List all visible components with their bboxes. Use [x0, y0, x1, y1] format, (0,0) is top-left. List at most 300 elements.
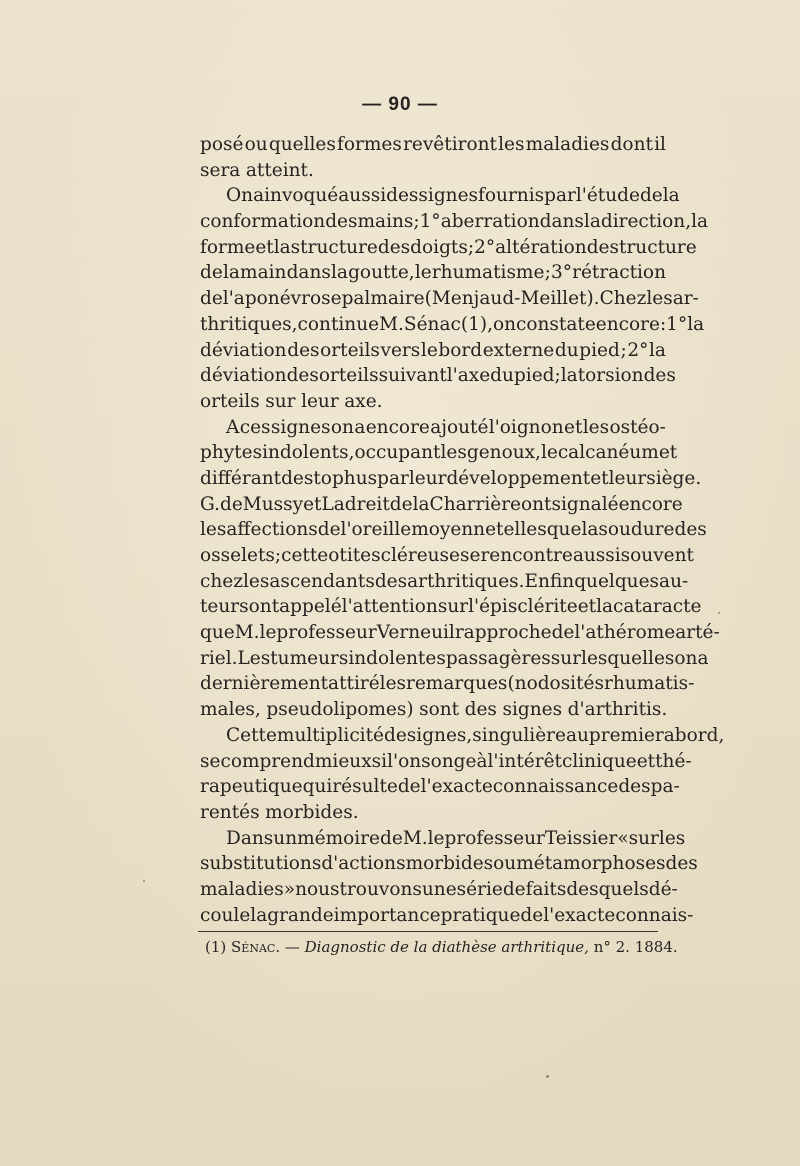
word: des [464, 699, 497, 721]
word: si [371, 750, 388, 772]
word: mieux [314, 750, 372, 772]
word: d'actions [321, 853, 406, 875]
text-line [200, 338, 666, 364]
word: la [662, 185, 680, 207]
word: on [674, 647, 698, 669]
text-line [200, 312, 705, 338]
word: affections [226, 519, 318, 541]
word: desquels [566, 878, 649, 900]
word: passagères [445, 647, 551, 669]
word: série [456, 878, 503, 900]
word: de [520, 904, 544, 926]
word: osselets [200, 545, 275, 566]
word: professeur [444, 827, 545, 849]
word: indolentes [348, 647, 446, 669]
word: et [577, 596, 597, 618]
word: signes [270, 416, 331, 438]
word: de [383, 724, 407, 746]
word: par [544, 185, 576, 207]
word: l'oignon [488, 416, 564, 438]
word: vers [380, 339, 421, 361]
word: importance [333, 904, 441, 926]
word: à [476, 750, 488, 772]
word: dé- [648, 878, 678, 900]
word: leur [408, 467, 447, 489]
word: posé [200, 134, 244, 155]
word: palmaire [341, 288, 425, 310]
word: suivant [378, 365, 447, 387]
word: des [674, 519, 707, 541]
word: au- [659, 570, 689, 592]
word: grande [267, 904, 334, 926]
word: signes [502, 699, 563, 721]
word: a [354, 416, 366, 438]
word: thé- [655, 750, 692, 772]
word: ou [244, 134, 268, 155]
word: sera [200, 159, 241, 181]
word: une [421, 878, 457, 900]
text-line [200, 415, 666, 441]
word: main [240, 262, 287, 284]
word: singulière [472, 724, 566, 746]
word: de [317, 519, 341, 541]
word: a [697, 647, 709, 669]
word: conformation [200, 211, 326, 233]
word: constate [516, 313, 596, 335]
footnote-dash: — [284, 938, 300, 956]
word: au [565, 724, 589, 746]
word: torsion [577, 365, 644, 387]
word: les [200, 519, 227, 541]
word: orteils [200, 390, 260, 412]
footnote-rule [198, 931, 658, 932]
word: ; [467, 236, 475, 258]
word: tumeurs [270, 647, 349, 669]
word: pied [513, 365, 555, 387]
word: et [255, 236, 274, 258]
word: cataracte [613, 596, 702, 618]
text-line [200, 440, 678, 466]
text-line [200, 620, 720, 646]
word: de [200, 288, 223, 310]
word: dans [286, 262, 331, 284]
word: pratique [440, 904, 521, 926]
word: l'exacte [420, 776, 493, 798]
word: mémoire [297, 827, 381, 849]
word: rhumatisme [431, 262, 545, 284]
word: des [287, 339, 320, 361]
text-line [200, 671, 695, 697]
word: la [596, 596, 614, 618]
word: trouvons [339, 878, 422, 900]
word: ; [620, 339, 627, 361]
word: Cette [226, 724, 277, 746]
word: de [200, 262, 223, 284]
word: a [253, 185, 265, 207]
text-line [200, 826, 686, 852]
word: structure [609, 236, 697, 258]
text-line [200, 492, 683, 518]
word: quelles [268, 134, 336, 155]
word: occupant [354, 442, 441, 464]
text-line [200, 209, 709, 235]
word: l'attention [341, 596, 438, 618]
word: des [281, 467, 314, 489]
word: que [546, 519, 582, 541]
word: multiplicité [276, 724, 384, 746]
text-line [200, 903, 694, 929]
word: riel. [200, 647, 238, 669]
word: 2° [627, 339, 649, 361]
text-line [200, 466, 702, 492]
word: Les [237, 647, 271, 669]
word: revêtiront [403, 134, 497, 155]
word: les [242, 570, 270, 592]
word: professeur [276, 622, 377, 644]
word: le [420, 339, 438, 361]
word: teurs [200, 596, 249, 618]
text-line [200, 517, 707, 543]
word: substitutions [200, 853, 322, 875]
word: orteils [320, 339, 380, 361]
word: et [658, 442, 678, 464]
word: des [325, 211, 358, 233]
word: des [643, 365, 676, 387]
word: de [397, 776, 421, 798]
paper-speck [718, 612, 720, 614]
text-line [200, 286, 699, 312]
word: Mussy [242, 493, 304, 515]
word: goutte, [348, 262, 415, 284]
text-line [200, 594, 702, 620]
word: sur [265, 390, 296, 412]
text-line [200, 800, 666, 826]
word: fournis [478, 185, 545, 207]
word: doigts [410, 236, 468, 258]
word: morbides. [265, 801, 359, 823]
word: par [377, 467, 409, 489]
word: formes [337, 134, 402, 155]
word: la [581, 519, 599, 541]
word: : [659, 313, 667, 335]
word: la [560, 365, 578, 387]
word: morbides [405, 853, 494, 875]
word: structure [290, 236, 378, 258]
word: et [636, 750, 656, 772]
word: direction, [600, 211, 692, 233]
word: soudure [598, 519, 675, 541]
word: le [259, 622, 277, 644]
word: Sénac [403, 313, 461, 335]
word: de [551, 622, 575, 644]
word: de [502, 878, 526, 900]
text-line [200, 697, 666, 723]
footnote-reference: n° 2. 1884. [593, 938, 678, 956]
text-line [200, 569, 689, 595]
word: la [649, 339, 666, 361]
word: dans [539, 211, 584, 233]
text-line [200, 132, 666, 158]
word: Chez [599, 288, 647, 310]
page-number: — 90 — [362, 94, 438, 115]
word: invoqué [264, 185, 339, 207]
word: 2° [474, 236, 496, 258]
word: encore [618, 493, 683, 515]
word: sur [437, 596, 469, 618]
word: des [374, 570, 408, 592]
word: rhumatis- [603, 673, 695, 695]
word: la [331, 262, 348, 284]
word: Enfin [524, 570, 575, 592]
word: et [564, 416, 583, 438]
word: genoux, [466, 442, 541, 464]
word: connais- [615, 904, 694, 926]
word: développement [446, 467, 591, 489]
word: signes, [406, 724, 473, 746]
word: de [220, 493, 243, 515]
word: ont [248, 596, 280, 618]
word: telles [496, 519, 547, 541]
word: Charrière [429, 493, 521, 515]
word: de [380, 827, 403, 849]
word: 1° [419, 211, 441, 233]
word: pseudolipomes) [266, 699, 414, 721]
word: la [687, 313, 705, 335]
word: A [226, 416, 240, 438]
word: la [691, 211, 709, 233]
word: de [389, 493, 413, 515]
word: Teissier [544, 827, 618, 849]
word: il [654, 134, 666, 155]
word: thritiques, [200, 313, 298, 335]
footnote-title: Diagnostic de la diathèse arthritique, [304, 938, 589, 956]
word: calcanéum [557, 442, 659, 464]
text-line [200, 543, 694, 569]
word: continue [297, 313, 380, 335]
word: ; [544, 262, 551, 284]
word: connaissance [492, 776, 619, 798]
word: et [303, 493, 322, 515]
word: déviation [200, 339, 287, 361]
word: souvent [620, 545, 694, 566]
word: M. [402, 827, 428, 849]
word: qui [302, 776, 333, 798]
word: On [226, 185, 254, 207]
word: attiré [328, 673, 380, 695]
word: atteint. [245, 159, 314, 181]
word: siège. [646, 467, 702, 489]
word: que [200, 622, 235, 644]
word: et [590, 467, 609, 489]
word: otite [328, 545, 372, 566]
word: l'athérome [574, 622, 676, 644]
word: de [639, 185, 663, 207]
word: les [498, 134, 525, 155]
word: tophus [313, 467, 378, 489]
word: maladies [525, 134, 610, 155]
word: remarques [406, 673, 508, 695]
word: ces [239, 416, 271, 438]
word: ; [413, 211, 420, 233]
text-line [200, 260, 666, 286]
word: songe [421, 750, 477, 772]
word: rétraction [572, 262, 666, 284]
word: d'arthritis. [567, 699, 668, 721]
word: quelques [574, 570, 660, 592]
word: aussi [338, 185, 387, 207]
word: les [658, 827, 686, 849]
word: métamorphoses [516, 853, 666, 875]
word: M. [234, 622, 260, 644]
word: externe [482, 339, 555, 361]
word: les [582, 416, 610, 438]
word: signalé [551, 493, 619, 515]
word: aberration [440, 211, 540, 233]
word: 3° [550, 262, 572, 284]
word: la [250, 904, 268, 926]
footnote-marker: (1) [205, 938, 227, 956]
word: cette [281, 545, 329, 566]
word: » [283, 878, 296, 900]
word: l'aponévrose [222, 288, 342, 310]
text-line [200, 851, 698, 877]
word: Verneuil [376, 622, 455, 644]
word: dernièrement [200, 673, 329, 695]
word: la [273, 236, 291, 258]
word: on [330, 416, 354, 438]
word: maladies [200, 878, 284, 900]
word: (Menjaud-Meillet). [424, 288, 600, 310]
word: la [412, 493, 430, 515]
word: pa- [650, 776, 680, 798]
text-line [200, 646, 709, 672]
word: rapeutique [200, 776, 303, 798]
word: altération [495, 236, 587, 258]
word: aussi [572, 545, 621, 566]
word: rapproche [454, 622, 552, 644]
word: le [414, 262, 432, 284]
body-text [200, 132, 725, 928]
word: mains [357, 211, 414, 233]
word: sur [550, 647, 582, 669]
word: les [379, 673, 407, 695]
word: un [273, 827, 298, 849]
text-line [200, 158, 666, 184]
text-line [200, 389, 666, 415]
word: moyenne [411, 519, 497, 541]
word: leur [608, 467, 647, 489]
word: encore [595, 313, 660, 335]
word: males, [200, 699, 261, 721]
word: chez [200, 570, 243, 592]
word: bord [438, 339, 483, 361]
word: abord, [663, 724, 725, 746]
word: dont [610, 134, 653, 155]
word: des [386, 185, 419, 207]
word: de [586, 236, 610, 258]
text-line [200, 363, 676, 389]
word: l'oreille [340, 519, 412, 541]
word: scléreuse [371, 545, 460, 566]
text-line [200, 723, 725, 749]
word: du [554, 339, 579, 361]
word: M. [379, 313, 404, 335]
word: ajouté [430, 416, 489, 438]
paper-speck [546, 1075, 549, 1078]
word: ont [521, 493, 552, 515]
word: premier [588, 724, 664, 746]
word: (nodosités [507, 673, 604, 695]
word: (1), [460, 313, 493, 335]
word: indolents, [262, 442, 355, 464]
word: le [427, 827, 445, 849]
text-line [200, 774, 680, 800]
word: rentés [200, 801, 260, 823]
word: résulte [332, 776, 398, 798]
word: « [617, 827, 629, 849]
word: axe. [344, 390, 383, 412]
word: ou [493, 853, 517, 875]
footnote-author: Sénac. [231, 938, 281, 956]
word: l'étude [575, 185, 640, 207]
word: des [377, 236, 411, 258]
word: arté- [675, 622, 720, 644]
word: ar- [672, 288, 699, 310]
word: ostéo- [609, 416, 666, 438]
word: faits [525, 878, 567, 900]
word: les [646, 288, 673, 310]
word: ascendants [269, 570, 375, 592]
word: déviation [200, 365, 287, 387]
word: le [540, 442, 558, 464]
word: orteils [318, 365, 379, 387]
word: arthritiques. [407, 570, 525, 592]
text-line [200, 235, 697, 261]
word: l'axe [446, 365, 491, 387]
word: des [618, 776, 651, 798]
word: phytes [200, 442, 263, 464]
word: pied [579, 339, 620, 361]
word: les [440, 442, 467, 464]
text-line [200, 749, 692, 775]
word: leur [301, 390, 339, 412]
word: clinique [561, 750, 637, 772]
word: la [583, 211, 601, 233]
word: on [492, 313, 517, 335]
word: coule [200, 904, 251, 926]
word: sur [628, 827, 659, 849]
paper-speck [143, 880, 145, 882]
word: signes [418, 185, 479, 207]
word: différant [200, 467, 282, 489]
word: du [490, 365, 514, 387]
word: Ladreit [321, 493, 390, 515]
word: 1° [666, 313, 688, 335]
word: l'exacte [543, 904, 616, 926]
word: appelé [279, 596, 342, 618]
word: la [222, 262, 240, 284]
word: nous [295, 878, 340, 900]
word: ; [274, 545, 282, 566]
word: des [665, 853, 698, 875]
word: l'épisclérite [468, 596, 578, 618]
word: des [286, 365, 319, 387]
word: se [460, 545, 481, 566]
word: l'on [387, 750, 422, 772]
word: se [200, 750, 221, 772]
word: lesquelles [581, 647, 675, 669]
word: rencontre [480, 545, 573, 566]
